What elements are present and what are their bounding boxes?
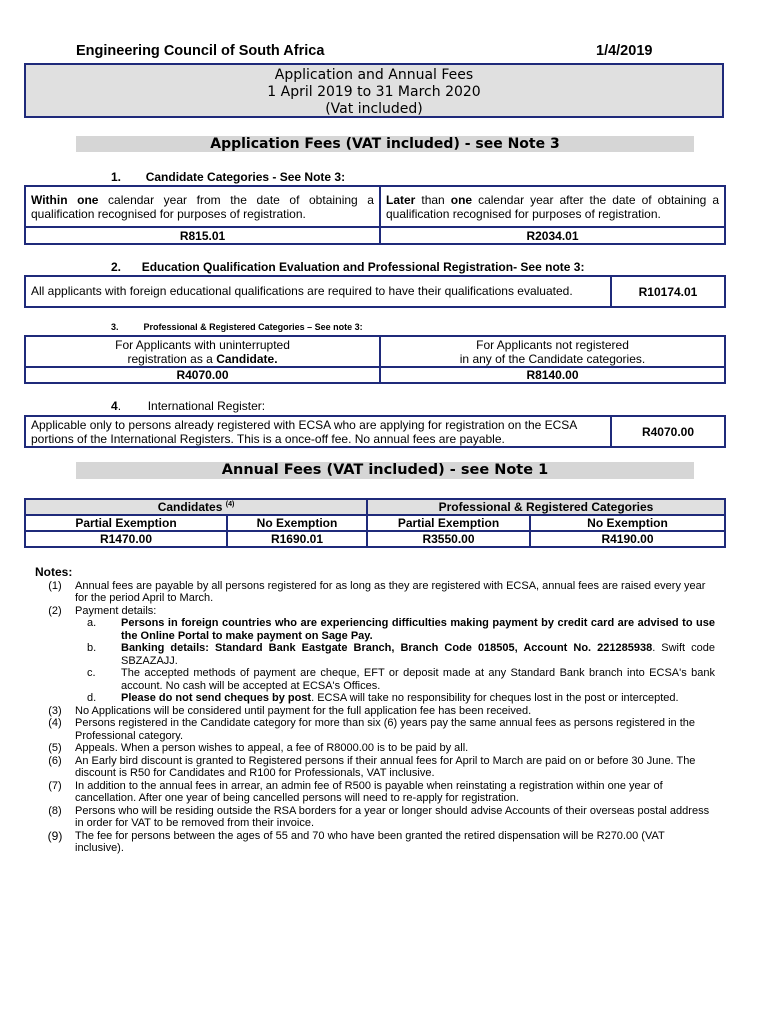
professional-partial-fee: R3550.00 bbox=[367, 531, 530, 547]
item2-heading bbox=[111, 260, 584, 274]
note-2c-text: The accepted methods of payment are cheque, EFT or deposit made at any Standard Bank branch into ECSA's bank account. No cash will be accepted at ECSA's Offices. bbox=[121, 667, 715, 692]
candidate-categories-table bbox=[24, 185, 726, 245]
education-evaluation-text: All applicants with foreign educational qualifications are required to have their qualifications evaluated. bbox=[25, 276, 611, 307]
later-mid: than bbox=[415, 192, 451, 207]
note-1 bbox=[35, 580, 715, 605]
uninterrupted-line-2: registration as a bbox=[127, 351, 217, 366]
note-2 bbox=[35, 605, 715, 618]
application-fees-heading: Application Fees (VAT included) - see Note 3 bbox=[76, 136, 694, 152]
later-one-bold: one bbox=[450, 192, 473, 207]
within-one-bold: Within one bbox=[31, 192, 99, 207]
note-7-number: (7) bbox=[48, 779, 62, 792]
note-6-number: (6) bbox=[48, 754, 62, 767]
item4-heading: 4. International Register: bbox=[111, 399, 266, 413]
item3-title: Professional & Registered Categories – See note 3: bbox=[143, 322, 363, 332]
international-register-table bbox=[24, 415, 726, 448]
not-registered-line-2: in any of the Candidate categories. bbox=[459, 351, 646, 366]
document-date: 1/4/2019 bbox=[596, 43, 653, 59]
candidates-no-exemption-fee: R1690.01 bbox=[227, 531, 367, 547]
international-register-fee: R4070.00 bbox=[611, 416, 725, 447]
within-one-year-fee: R815.01 bbox=[25, 227, 380, 244]
note-3-number: (3) bbox=[48, 704, 62, 717]
note-2d-bold: Please do not send cheques by post bbox=[121, 692, 312, 704]
organization-name: Engineering Council of South Africa bbox=[76, 43, 325, 59]
education-evaluation-table bbox=[24, 275, 726, 308]
later-bold: Later bbox=[386, 192, 416, 207]
candidates-partial-header: Partial Exemption bbox=[25, 515, 227, 531]
note-1-number: (1) bbox=[48, 579, 62, 592]
candidates-header bbox=[25, 499, 367, 515]
title-line-3: (Vat included) bbox=[325, 101, 423, 117]
professional-no-exemption-header: No Exemption bbox=[530, 515, 725, 531]
item1-number: 1. bbox=[111, 170, 122, 184]
item1-heading bbox=[111, 170, 345, 184]
candidates-no-exemption-header: No Exemption bbox=[227, 515, 367, 531]
note-2a-text: Persons in foreign countries who are experiencing difficulties making payment by credit card are advised to use the Online Portal to make payment on Sage Pay. bbox=[121, 617, 715, 642]
candidates-label: Candidates bbox=[157, 500, 223, 514]
item2-title: Education Qualification Evaluation and Professional Registration- See note 3: bbox=[141, 260, 585, 274]
item4-title: International Register: bbox=[147, 399, 266, 413]
international-register-text: Applicable only to persons already registered with ECSA who are applying for registration on the ECSA portions of the International Registers. This is a once-off fee. No annual fees are payable. bbox=[25, 416, 611, 447]
title-box bbox=[24, 63, 724, 118]
note-9 bbox=[35, 830, 715, 855]
item2-number: 2. bbox=[111, 260, 122, 274]
note-8-text: Persons who will be residing outside the RSA borders for a year or longer should advise Accounts of their overseas postal address in order for VAT to be removed from their invoice. bbox=[75, 804, 710, 829]
title-line-1: Application and Annual Fees bbox=[274, 67, 474, 83]
note-2d-rest: . ECSA will take no responsibility for cheques lost in the post or intercepted. bbox=[311, 692, 679, 704]
note-6-text: An Early bird discount is granted to Registered persons if their annual fees for April to March are paid on or before 30 June. The discount is R50 for Candidates and R100 for Professionals, VAT inclusive. bbox=[75, 754, 696, 779]
note-3-text: No Applications will be considered until payment for the full application fee has been received. bbox=[75, 704, 532, 717]
annual-fees-heading: Annual Fees (VAT included) - see Note 1 bbox=[76, 462, 694, 479]
note-4 bbox=[35, 717, 715, 742]
note-2d: d. Please do not send cheques by post. ECSA will take no responsibility for cheques lost in the post or intercepted. bbox=[87, 692, 679, 704]
note-5-text: Appeals. When a person wishes to appeal, a fee of R8000.00 is to be paid by all. bbox=[75, 742, 469, 754]
uninterrupted-line-1: For Applicants with uninterrupted bbox=[115, 337, 290, 352]
education-evaluation-fee: R10174.01 bbox=[611, 276, 725, 307]
note-8 bbox=[35, 805, 715, 830]
note-8-number: (8) bbox=[48, 804, 62, 817]
note-3 bbox=[35, 705, 715, 718]
note-2a: a. Persons in foreign countries who are experiencing difficulties making payment by credit card are advised to use the Online Portal to make payment on Sage Pay. bbox=[87, 617, 715, 642]
candidate-bold: Candidate. bbox=[216, 351, 278, 366]
within-one-year-cell bbox=[25, 186, 380, 227]
not-registered-cell bbox=[380, 336, 725, 367]
professional-header: Professional & Registered Categories bbox=[367, 499, 725, 515]
not-registered-line-1: For Applicants not registered bbox=[476, 337, 629, 352]
note-2-number: (2) bbox=[48, 604, 62, 617]
professional-registered-table bbox=[24, 335, 726, 384]
note-5-number: (5) bbox=[48, 742, 62, 754]
uninterrupted-candidate-fee: R4070.00 bbox=[25, 367, 380, 383]
note-2b-bold: Banking details: Standard Bank Eastgate Branch, Branch Code 018505, Account No. 221285938 bbox=[121, 642, 653, 654]
note-9-number: (9) bbox=[47, 828, 63, 843]
item4-number: 4 bbox=[111, 399, 118, 413]
notes-section bbox=[35, 566, 715, 855]
note-2c: c. The accepted methods of payment are cheque, EFT or deposit made at any Standard Bank branch into ECSA's bank account. No cash will be accepted at ECSA's Offices. bbox=[87, 667, 715, 692]
note-7 bbox=[35, 780, 715, 805]
note-5 bbox=[35, 742, 715, 755]
item1-title: Candidate Categories - See Note 3: bbox=[145, 170, 346, 184]
note-9-text: The fee for persons between the ages of 55 and 70 who have been granted the retired dispensation will be R270.00 (VAT inclusive). bbox=[75, 829, 665, 854]
note-7-text: In addition to the annual fees in arrear, an admin fee of R500 is payable when reinstating a registration within one year of cancellation. After one year of being cancelled persons will need to re-apply for registration. bbox=[75, 779, 663, 804]
professional-partial-header: Partial Exemption bbox=[367, 515, 530, 531]
note-2-text: Payment details: bbox=[75, 604, 157, 617]
candidates-note-ref: (4) bbox=[225, 501, 235, 508]
note-4-text: Persons registered in the Candidate category for more than six (6) years pay the same annual fees as persons registered in the Professional category. bbox=[75, 717, 696, 742]
title-line-2: 1 April 2019 to 31 March 2020 bbox=[267, 84, 481, 100]
item3-heading bbox=[111, 322, 363, 332]
note-2b: b. Banking details: Standard Bank Eastgate Branch, Branch Code 018505, Account No. 221285938. Swift code SBZAZAJJ. bbox=[87, 642, 716, 667]
annual-fees-table bbox=[24, 498, 726, 548]
later-than-one-year-cell bbox=[380, 186, 725, 227]
note-2b-rest: . Swift code SBZAZAJJ. bbox=[121, 642, 716, 667]
notes-title: Notes: bbox=[35, 565, 73, 579]
later-text: calendar year after the date of obtaining a qualification recognised for purposes of registration. bbox=[386, 192, 719, 221]
note-6 bbox=[35, 755, 715, 780]
uninterrupted-candidate-cell bbox=[25, 336, 380, 367]
note-4-number: (4) bbox=[48, 717, 62, 729]
later-than-one-year-fee: R2034.01 bbox=[380, 227, 725, 244]
item3-number: 3. bbox=[111, 322, 119, 332]
within-one-text: calendar year from the date of obtaining a qualification recognised for purposes of registration. bbox=[31, 192, 374, 221]
not-registered-fee: R8140.00 bbox=[380, 367, 725, 383]
candidates-partial-fee: R1470.00 bbox=[25, 531, 227, 547]
note-1-text: Annual fees are payable by all persons registered for as long as they are registered with ECSA, annual fees are raised every year for the period April to March. bbox=[75, 579, 706, 604]
professional-no-exemption-fee: R4190.00 bbox=[530, 531, 725, 547]
